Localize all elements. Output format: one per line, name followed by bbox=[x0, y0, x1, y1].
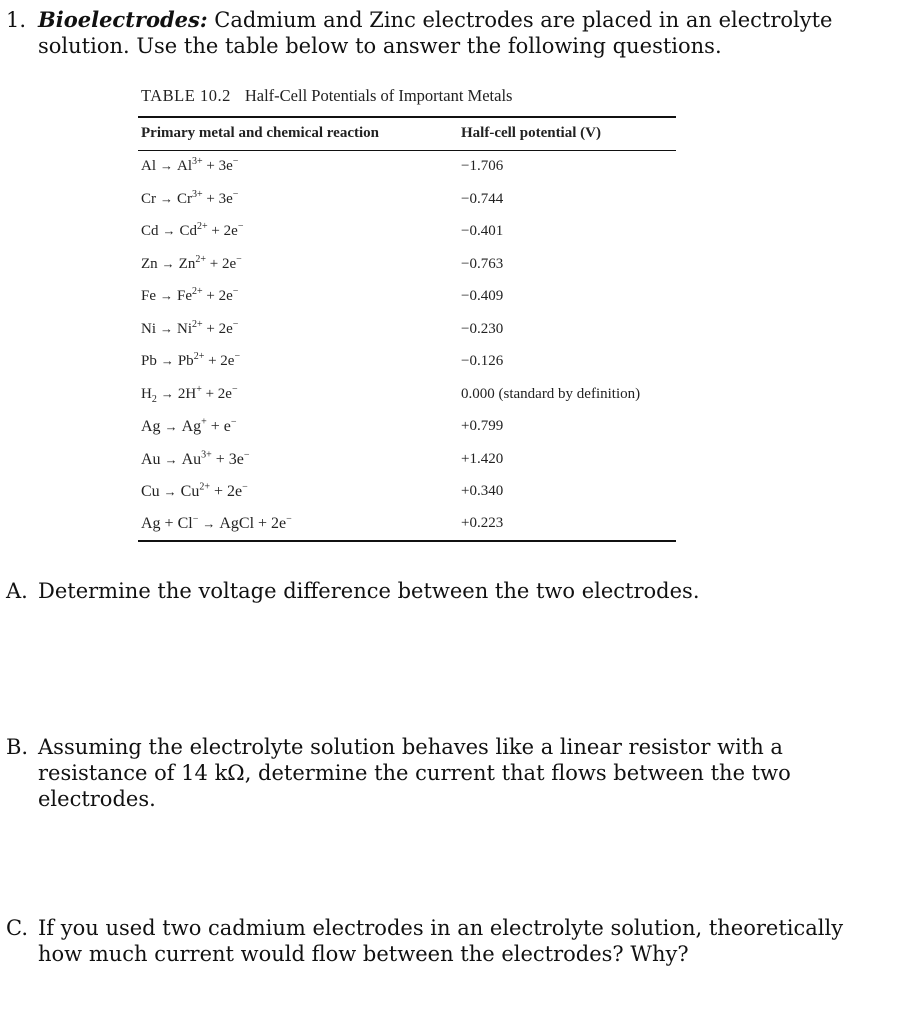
product-ion: Zn bbox=[178, 256, 196, 272]
product-ion: 2H bbox=[177, 386, 197, 402]
electrons: 3e bbox=[228, 451, 244, 468]
ion-charge: + bbox=[196, 384, 202, 395]
electrons: 2e bbox=[218, 321, 233, 337]
table-label: TABLE 10.2 bbox=[141, 86, 231, 105]
table-row-potential: −0.744 bbox=[461, 191, 504, 207]
table-row-potential: −1.706 bbox=[461, 158, 504, 174]
ion-charge: 3+ bbox=[192, 156, 203, 167]
table-row-reaction: $Cr \to Cr^{3+} + 3e^-$ bbox=[141, 189, 239, 207]
table-row-potential: +0.223 bbox=[461, 515, 504, 531]
table-header-rule bbox=[138, 150, 676, 151]
ion-charge: 3+ bbox=[201, 449, 212, 461]
electrons: 3e bbox=[218, 158, 233, 174]
product-ion: Fe bbox=[177, 288, 192, 304]
question-a bbox=[6, 578, 700, 604]
reactant: Ag + Cl bbox=[141, 515, 193, 532]
table-row-reaction: $Au \to Au^{3+} + 3e^-$ bbox=[141, 449, 250, 468]
table-row-potential: −0.230 bbox=[461, 321, 504, 337]
table-row-potential: −0.126 bbox=[461, 353, 504, 369]
table-row-potential: −0.409 bbox=[461, 288, 504, 304]
reactant: H bbox=[141, 386, 152, 402]
arrow-icon: → bbox=[202, 516, 216, 531]
electrons: 2e bbox=[217, 386, 232, 402]
table-title: Half-Cell Potentials of Important Metals bbox=[244, 86, 513, 105]
table-row-potential: 0.000 (standard by definition) bbox=[461, 386, 641, 402]
table-row-reaction: $Al \to Al^{3+} + 3e^-$ bbox=[141, 156, 239, 174]
question-letter: A. bbox=[6, 579, 28, 603]
table-row-reaction: $Zn \to Zn^{2+} + 2e^-$ bbox=[141, 254, 242, 272]
electrons: e bbox=[223, 418, 231, 435]
question-text: Determine the voltage difference between the two electrodes. bbox=[38, 579, 700, 603]
col-header-potential: Half-cell potential (V) bbox=[461, 125, 601, 141]
electrons: 2e bbox=[218, 288, 233, 304]
arrow-icon: → bbox=[160, 158, 173, 173]
electrons: 2e bbox=[223, 223, 238, 239]
ion-charge: + bbox=[201, 416, 207, 428]
table-top-rule bbox=[138, 116, 676, 118]
arrow-icon: → bbox=[162, 223, 176, 238]
table-row-reaction: $Fe \to Fe^{2+} + 2e^-$ bbox=[141, 286, 239, 304]
col-header-reaction: Primary metal and chemical reaction bbox=[141, 125, 379, 141]
question-letter: C. bbox=[6, 916, 28, 940]
product-ion: AgCl bbox=[219, 515, 255, 532]
reactant: Zn bbox=[141, 256, 158, 272]
reactant: Al bbox=[141, 158, 156, 174]
table-row-reaction: Ag → Ag+ + e− bbox=[141, 416, 237, 435]
ion-charge: 2+ bbox=[192, 286, 203, 297]
product-ion: Cr bbox=[177, 191, 192, 207]
table-row-potential: −0.763 bbox=[461, 256, 504, 272]
arrow-icon: → bbox=[164, 452, 178, 467]
table-row-reaction: $Cu \to Cu^{2+} + 2e^-$ bbox=[141, 481, 248, 500]
ion-charge: 2+ bbox=[197, 221, 208, 232]
electrons: 3e bbox=[218, 191, 233, 207]
question-c bbox=[6, 915, 844, 966]
product-ion: Al bbox=[177, 158, 192, 174]
reactant: Ni bbox=[141, 321, 156, 337]
table-row-potential: +1.420 bbox=[461, 451, 504, 467]
arrow-icon: → bbox=[160, 386, 174, 401]
arrow-icon: → bbox=[160, 288, 173, 303]
arrow-icon: → bbox=[160, 321, 173, 336]
question-letter: B. bbox=[6, 735, 29, 759]
table-row-potential: +0.799 bbox=[461, 418, 504, 434]
reactant: Cr bbox=[141, 191, 156, 207]
reactant: Cd bbox=[141, 223, 159, 239]
reactant: Au bbox=[141, 451, 161, 468]
arrow-icon: → bbox=[161, 256, 175, 271]
product-ion: Au bbox=[181, 451, 202, 468]
table-row-reaction: $Pb \to Pb^{2+} + 2e^-$ bbox=[141, 351, 241, 369]
ion-charge: 2+ bbox=[193, 351, 205, 362]
problem-number: 1. bbox=[6, 8, 27, 32]
table-row-reaction: $Ni \to Ni^{2+} + 2e^-$ bbox=[141, 319, 239, 337]
product-ion: Cu bbox=[180, 483, 200, 500]
question-text: If you used two cadmium electrodes in an electrolyte solution, theoretically how much current would flow between the electrodes? Why? bbox=[38, 916, 844, 966]
reactant: Pb bbox=[141, 353, 157, 369]
product-ion: Cd bbox=[179, 223, 198, 239]
table-row-potential: −0.401 bbox=[461, 223, 504, 239]
problem-title: Bioelectrodes: bbox=[38, 7, 208, 32]
reactant: Ag bbox=[141, 418, 161, 435]
product-ion: Pb bbox=[177, 353, 194, 369]
question-b bbox=[6, 734, 791, 811]
reactant: Fe bbox=[141, 288, 156, 304]
table-row-potential: +0.340 bbox=[461, 483, 504, 499]
arrow-icon: → bbox=[160, 191, 173, 206]
table-row-reaction: $Cd \to Cd^{2+} + 2e^-$ bbox=[141, 221, 244, 239]
electrons: 2e bbox=[221, 256, 237, 272]
ion-charge: 3+ bbox=[192, 189, 203, 200]
table-row-reaction: Ag + Cl− → AgCl + 2e− bbox=[141, 513, 292, 532]
reactant: Cu bbox=[141, 483, 160, 500]
ion-charge: 2+ bbox=[199, 481, 210, 493]
electrons: 2e bbox=[220, 353, 235, 369]
table-bottom-rule bbox=[138, 540, 676, 542]
product-ion: Ni bbox=[177, 321, 192, 337]
electrons: 2e bbox=[227, 483, 243, 500]
electrons: 2e bbox=[271, 515, 287, 532]
table-caption bbox=[141, 86, 512, 106]
question-text: Assuming the electrolyte solution behaves like a linear resistor with a resistance of 14 kΩ, determine the current that flows between the two electrodes. bbox=[38, 735, 791, 811]
table-row-reaction: $H_2 \to 2H^+ + 2e^-$ bbox=[141, 384, 238, 405]
arrow-icon: → bbox=[160, 353, 174, 368]
arrow-icon: → bbox=[163, 484, 177, 499]
arrow-icon: → bbox=[164, 419, 178, 434]
ion-charge: 2+ bbox=[192, 319, 203, 330]
problem-intro: Cadmium and Zinc electrodes are placed in an electrolyte solution. Use the table below to answer the following questions. bbox=[38, 8, 833, 58]
problem-statement bbox=[38, 7, 858, 59]
product-ion: Ag bbox=[181, 418, 202, 435]
ion-charge: 2+ bbox=[195, 254, 206, 265]
